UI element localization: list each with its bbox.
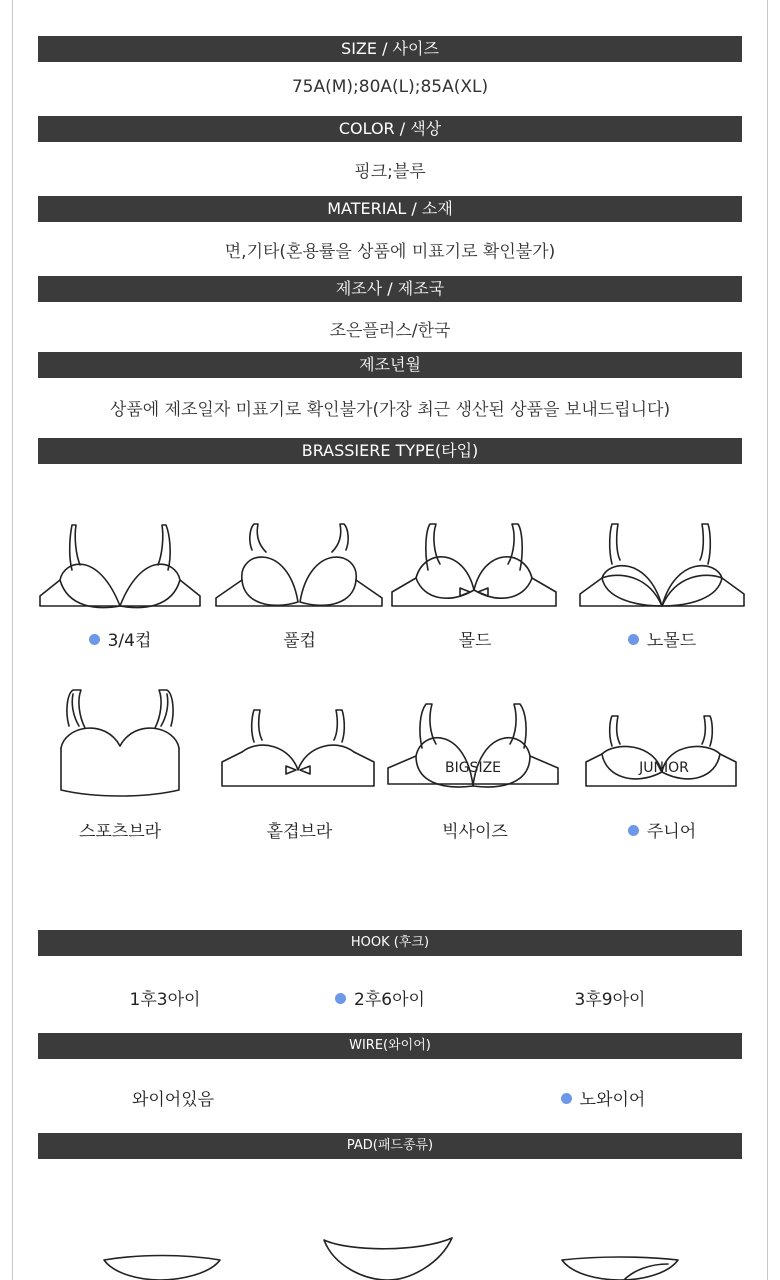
hook-option-label: 1후3아이	[129, 990, 201, 1010]
hook-option-label: 3후9아이	[574, 990, 646, 1010]
material-value: 면,기타(혼용률을 상품에 미표기로 확인불가)	[224, 242, 556, 262]
date-header: 제조년월	[38, 352, 742, 378]
wire-option-none	[518, 1085, 688, 1110]
hook-option-label: 2후6아이	[354, 990, 425, 1010]
bra-type-label: 노몰드	[646, 631, 697, 651]
bra-type-big-size	[390, 817, 560, 842]
bra-type-label: 스포츠브라	[78, 822, 162, 842]
bra-big-size-illustration	[386, 700, 560, 790]
bigsize-illustration-text: BIGSIZE	[444, 760, 502, 776]
bra-no-mold-illustration	[578, 520, 746, 610]
bra-type-label: 풀컵	[283, 631, 316, 651]
pad-illustration-2	[320, 1234, 456, 1280]
bra-type-mold	[390, 626, 560, 651]
bra-type-junior	[578, 817, 746, 842]
bra-type-label: 몰드	[458, 631, 492, 651]
bra-type-label: 주니어	[646, 822, 697, 842]
hook-header: HOOK (후크)	[38, 930, 742, 956]
bra-type-label: 홑겹브라	[266, 822, 333, 842]
color-value: 핑크;블루	[354, 162, 426, 182]
bra-type-label: 빅사이즈	[442, 822, 508, 842]
selected-dot-icon	[335, 993, 346, 1004]
material-header: MATERIAL / 소재	[38, 196, 742, 222]
bra-single-layer-illustration	[220, 706, 376, 790]
bra-sports-illustration	[55, 686, 185, 798]
bra-type-single-layer	[212, 817, 387, 842]
wire-header: WIRE(와이어)	[38, 1033, 742, 1059]
maker-header: 제조사 / 제조국	[38, 276, 742, 302]
date-value: 상품에 제조일자 미표기로 확인불가(가장 최근 생산된 상품을 보내드립니다)	[109, 400, 671, 420]
wire-option-label: 와이어있음	[131, 1090, 215, 1110]
hook-option-2	[295, 985, 465, 1010]
pad-illustration-3	[558, 1254, 682, 1280]
size-value: 75A(M);80A(L);85A(XL)	[291, 77, 489, 97]
pad-header: PAD(패드종류)	[38, 1133, 742, 1159]
bra-type-no-mold	[578, 626, 746, 651]
size-header: SIZE / 사이즈	[38, 36, 742, 62]
hook-option-3	[525, 985, 695, 1010]
wire-option-label: 노와이어	[579, 1090, 646, 1110]
bra-mold-illustration	[390, 520, 560, 610]
bra-type-label: 3/4컵	[107, 631, 152, 651]
selected-dot-icon	[561, 1093, 572, 1104]
bra-3-4-cup-illustration	[38, 520, 202, 610]
junior-illustration-text: JUNIOR	[639, 760, 689, 776]
bra-type-sports	[38, 817, 202, 842]
pad-illustration-1	[100, 1250, 224, 1280]
selected-dot-icon	[89, 634, 100, 645]
maker-value: 조은플러스/한국	[329, 321, 451, 341]
brassiere-type-header: BRASSIERE TYPE(타입)	[38, 438, 742, 464]
color-header: COLOR / 색상	[38, 116, 742, 142]
selected-dot-icon	[628, 634, 639, 645]
bra-type-full-cup	[212, 626, 387, 651]
wire-option-yes	[88, 1085, 258, 1110]
selected-dot-icon	[628, 825, 639, 836]
bra-junior-illustration	[584, 712, 738, 792]
bra-type-3-4-cup	[38, 626, 202, 651]
bra-full-cup-illustration	[212, 520, 387, 610]
hook-option-1	[80, 985, 250, 1010]
